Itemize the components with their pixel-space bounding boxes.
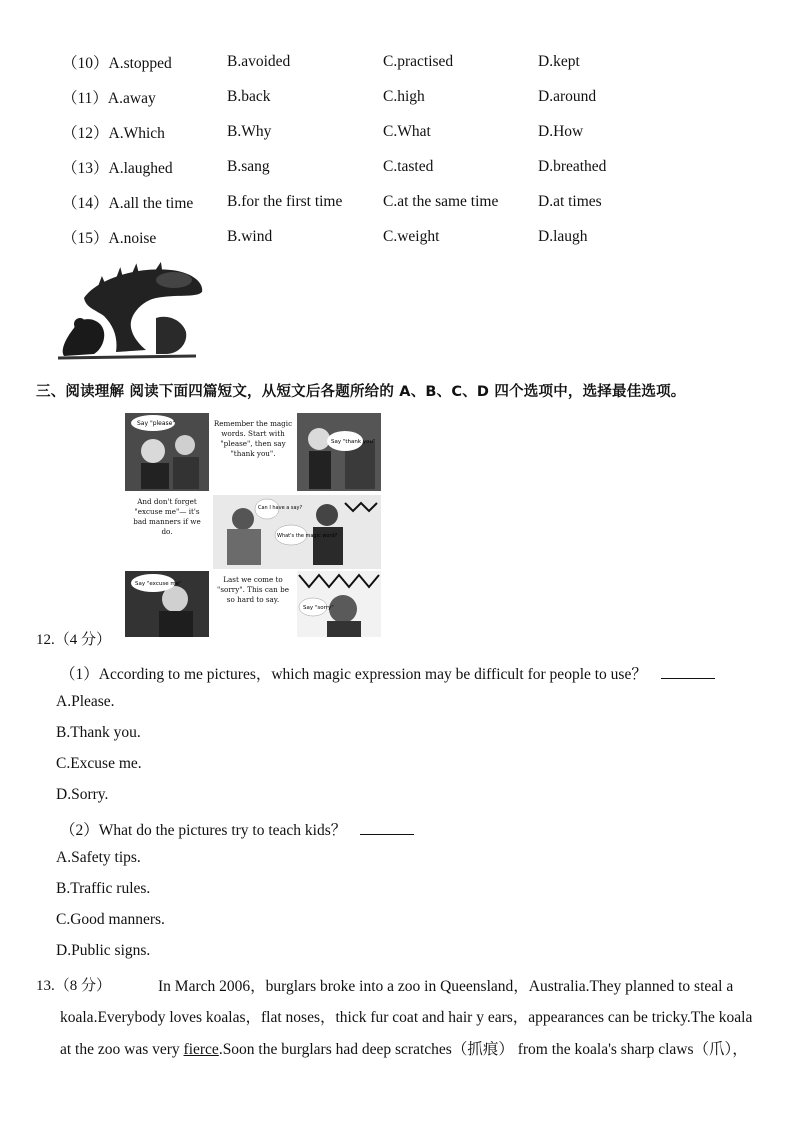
passage-text: at the zoo was very bbox=[60, 1041, 184, 1058]
section-title: 三、阅读理解 阅读下面四篇短文，从短文后各题所给的 A、B、C、D 四个选项中，选择最佳选项。 bbox=[36, 384, 686, 400]
option-cell: B.Why bbox=[227, 122, 272, 140]
comic-bubble-text: Say "thank you" bbox=[331, 439, 376, 445]
option-cell: B.sang bbox=[227, 157, 270, 175]
answer-option: B.Thank you. bbox=[56, 724, 141, 741]
underlined-word: fierce bbox=[183, 1041, 219, 1058]
answer-option: C.Excuse me. bbox=[56, 755, 142, 772]
option-cell: （14）A.all the time bbox=[62, 194, 194, 212]
option-cell: B.back bbox=[227, 87, 271, 105]
option-cell: C.practised bbox=[383, 52, 454, 70]
option-cell: B.for the first time bbox=[227, 192, 343, 210]
question-12-sub2 bbox=[60, 818, 414, 840]
question-text: （1）According to me pictures，which magic expression may be difficult for people to use？ bbox=[60, 666, 647, 683]
option-cell: D.How bbox=[538, 122, 584, 140]
passage-text: .Soon the burglars had deep scratches（抓痕） from the koala's sharp claws（爪）， bbox=[218, 1041, 748, 1058]
answer-option: C.Good manners. bbox=[56, 911, 165, 928]
option-cell: B.wind bbox=[227, 227, 273, 245]
options-row bbox=[62, 44, 658, 79]
options-row bbox=[62, 114, 658, 149]
option-cell: C.high bbox=[383, 87, 425, 105]
answer-blank[interactable] bbox=[360, 820, 414, 835]
option-cell: C.weight bbox=[383, 227, 440, 245]
options-row bbox=[62, 219, 658, 254]
option-cell: （13）A.laughed bbox=[62, 159, 173, 177]
options-row bbox=[62, 184, 658, 219]
options-table bbox=[62, 44, 658, 254]
option-cell: （10）A.stopped bbox=[62, 54, 172, 72]
comic-bubble-text: What's the magic word? bbox=[277, 533, 338, 539]
answer-option: A.Please. bbox=[56, 693, 115, 710]
comic-bubble-text: Say "sorry" bbox=[303, 605, 334, 611]
comic-panel-text: Remember the magic words. Start with "please", then say "thank you". bbox=[213, 419, 293, 458]
comic-bubble-text: Say "excuse me" bbox=[135, 581, 182, 587]
option-cell: （11）A.away bbox=[62, 89, 156, 107]
question-13-number: 13.（8 分） bbox=[36, 978, 112, 994]
passage-line: koala.Everybody loves koalas，flat noses，thick fur coat and hair y ears，appearances can be tricky.The koala bbox=[60, 1009, 753, 1026]
answer-option: D.Sorry. bbox=[56, 786, 109, 803]
passage-line: In March 2006，burglars broke into a zoo in Queensland，Australia.They planned to steal a bbox=[158, 978, 734, 995]
comic-bubble-text: Can I have a say? bbox=[258, 505, 303, 511]
question-12-sub1 bbox=[60, 662, 715, 684]
option-cell: D.kept bbox=[538, 52, 580, 70]
options-row bbox=[62, 149, 658, 184]
question-12-number: 12.（4 分） bbox=[36, 632, 112, 648]
option-cell: C.tasted bbox=[383, 157, 434, 175]
koala-tree-illustration bbox=[56, 258, 206, 364]
passage-line bbox=[60, 1037, 760, 1059]
option-cell: C.What bbox=[383, 122, 431, 140]
answer-option: A.Safety tips. bbox=[56, 849, 141, 866]
option-cell: B.avoided bbox=[227, 52, 291, 70]
option-cell: （12）A.Which bbox=[62, 124, 165, 142]
comic-panel-text: Last we come to "sorry". This can be so hard to say. bbox=[217, 575, 289, 604]
answer-blank[interactable] bbox=[661, 664, 715, 679]
option-cell: D.around bbox=[538, 87, 597, 105]
option-cell: D.laugh bbox=[538, 227, 588, 245]
comic-panel-text: And don't forget "excuse me"— it's bad manners if we do. bbox=[133, 497, 201, 536]
option-cell: （15）A.noise bbox=[62, 229, 157, 247]
answer-option: D.Public signs. bbox=[56, 942, 151, 959]
option-cell: C.at the same time bbox=[383, 192, 499, 210]
answer-option: B.Traffic rules. bbox=[56, 880, 151, 897]
option-cell: D.breathed bbox=[538, 157, 607, 175]
option-cell: D.at times bbox=[538, 192, 602, 210]
magic-words-comic bbox=[123, 411, 383, 639]
options-row bbox=[62, 79, 658, 114]
question-text: （2）What do the pictures try to teach kids？ bbox=[60, 822, 347, 839]
comic-bubble-text: Say "please" bbox=[137, 420, 176, 427]
